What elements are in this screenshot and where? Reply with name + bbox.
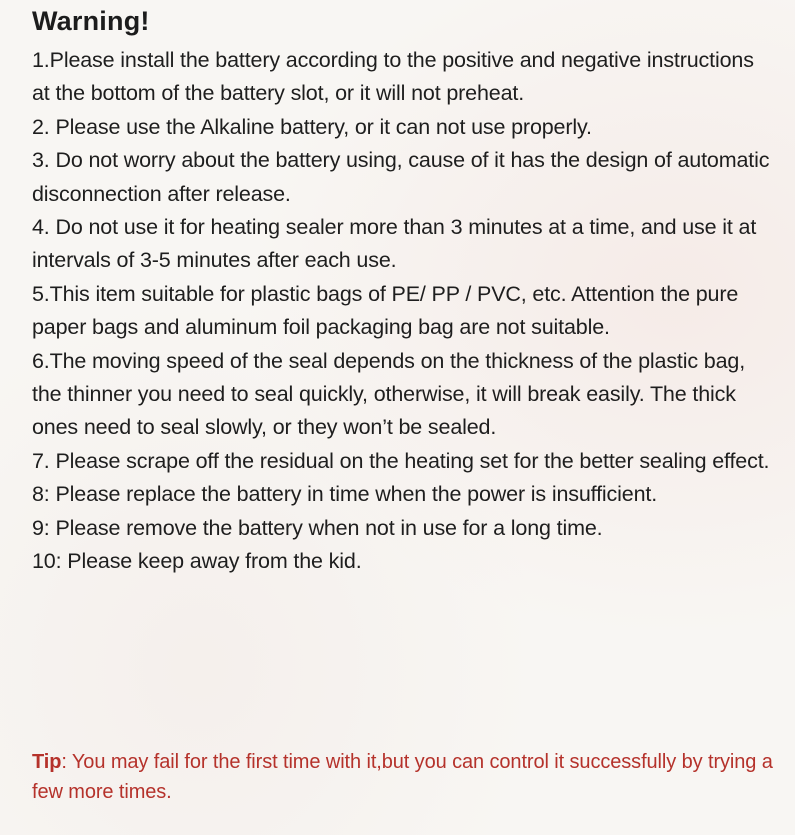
- warning-heading: Warning!: [32, 6, 150, 36]
- warning-item-10: 10: Please keep away from the kid.: [32, 549, 362, 574]
- warning-item-4: 4. Do not use it for heating sealer more than 3 minutes at a time, and use it at intervals of 3-5 minutes after each use.: [32, 215, 757, 273]
- warning-item-2: 2. Please use the Alkaline battery, or it can not use properly.: [32, 114, 592, 139]
- tip-separator: :: [61, 751, 67, 773]
- warning-item-3: 3. Do not worry about the battery using, cause of it has the design of automatic disconnection after release.: [32, 148, 770, 206]
- warning-item-7: 7. Please scrape off the residual on the heating set for the better sealing effect.: [32, 448, 770, 473]
- warning-item-6: 6.The moving speed of the seal depends on the thickness of the plastic bag, the thinner you need to seal quickly, otherwise, it will break easily. The thick ones need to seal slowly, or they won’t be sealed.: [32, 348, 746, 440]
- warning-item-8: 8: Please replace the battery in time when the power is insufficient.: [32, 482, 658, 507]
- tip-text: You may fail for the first time with it,but you can control it successfully by trying a few more times.: [32, 751, 773, 803]
- tip-note: [32, 747, 782, 807]
- tip-label: Tip: [32, 751, 62, 773]
- warning-item-5: 5.This item suitable for plastic bags of PE/ PP / PVC, etc. Attention the pure paper bags and aluminum foil packaging bag are not suitable.: [32, 281, 739, 340]
- warning-item-9: 9: Please remove the battery when not in use for a long time.: [32, 515, 603, 540]
- warning-item-1: 1.Please install the battery according to the positive and negative instructions at the bottom of the battery slot, or it will not preheat.: [32, 48, 754, 106]
- warning-list: [32, 44, 777, 579]
